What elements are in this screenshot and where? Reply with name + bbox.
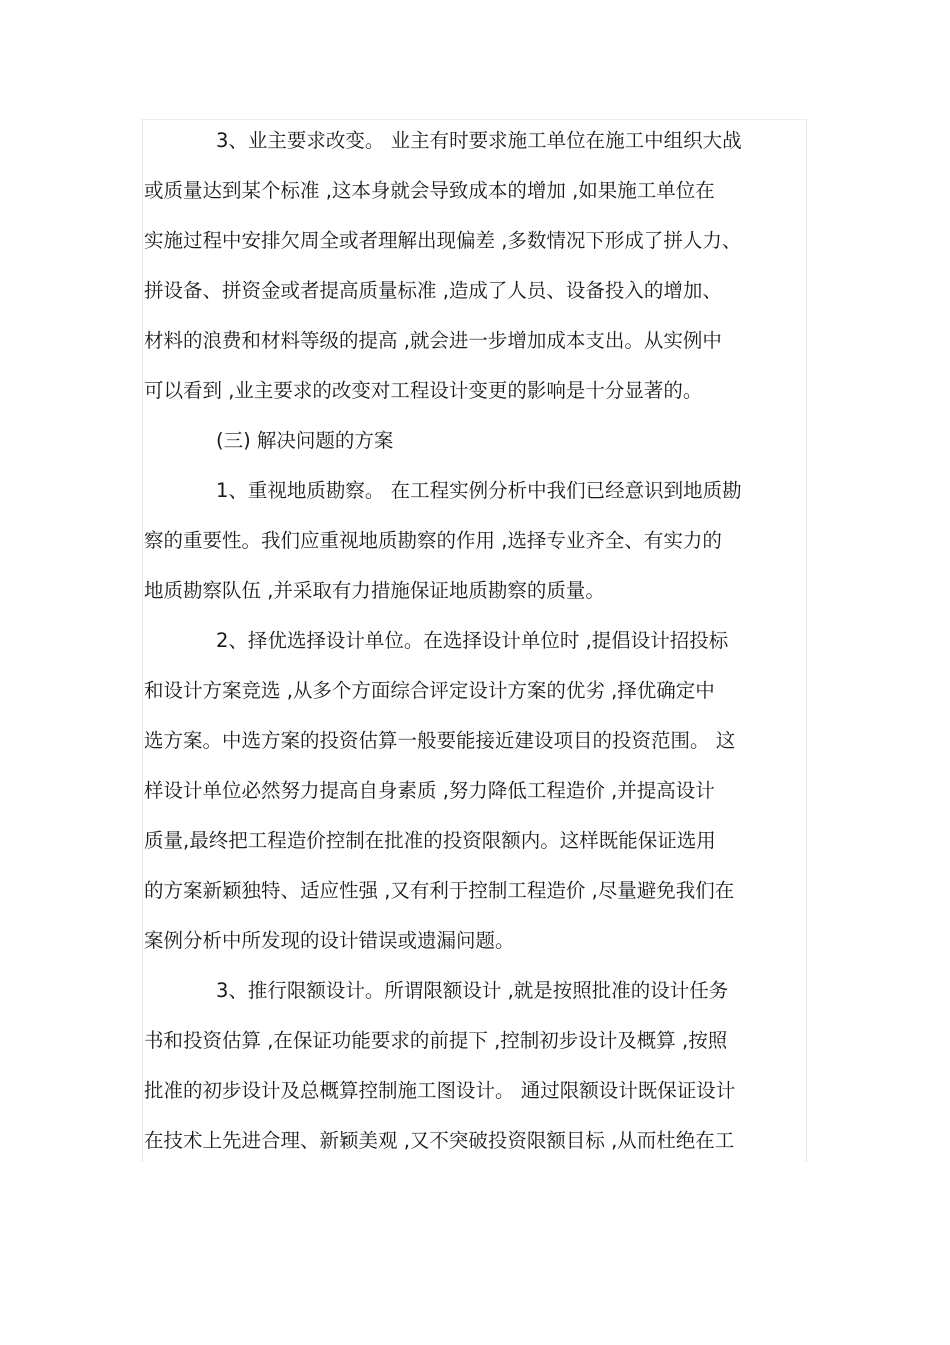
text-line: 察的重要性。我们应重视地质勘察的作用 ,选择专业齐全、有实力的 [144,529,722,552]
text-line: 案例分析中所发现的设计错误或遗漏问题。 [144,929,515,952]
text-line: 在技术上先进合理、新颖美观 ,又不突破投资限额目标 ,从而杜绝在工 [144,1129,735,1152]
text-line: 书和投资估算 ,在保证功能要求的前提下 ,控制初步设计及概算 ,按照 [144,1029,728,1052]
text-line: 样设计单位必然努力提高自身素质 ,努力降低工程造价 ,并提高设计 [144,779,715,802]
text-line: 2、择优选择设计单位。在选择设计单位时 ,提倡设计招投标 [216,629,729,652]
text-line: 材料的浪费和材料等级的提高 ,就会进一步增加成本支出。从实例中 [144,329,722,352]
text-line: 可以看到 ,业主要求的改变对工程设计变更的影响是十分显著的。 [144,379,703,402]
text-line: 选方案。中选方案的投资估算一般要能接近建设项目的投资范围。 这 [144,729,736,752]
document-body [144,116,808,1166]
text-line: 3、推行限额设计。所谓限额设计 ,就是按照批准的设计任务 [216,979,729,1002]
text-line: 的方案新颖独特、适应性强 ,又有利于控制工程造价 ,尽量避免我们在 [144,879,735,902]
text-line: 1、重视地质勘察。 在工程实例分析中我们已经意识到地质勘 [216,479,742,502]
text-line: 和设计方案竞选 ,从多个方面综合评定设计方案的优劣 ,择优确定中 [144,679,715,702]
text-line: 或质量达到某个标准 ,这本身就会导致成本的增加 ,如果施工单位在 [144,179,715,202]
text-line: 3、业主要求改变。 业主有时要求施工单位在施工中组织大战 [216,129,742,152]
text-line: 实施过程中安排欠周全或者理解出现偏差 ,多数情况下形成了拼人力、 [144,229,742,252]
text-line: 地质勘察队伍 ,并采取有力措施保证地质勘察的质量。 [144,579,605,602]
section-heading: (三) 解决问题的方案 [216,429,394,452]
text-line: 拼设备、拼资金或者提高质量标准 ,造成了人员、设备投入的增加、 [144,279,722,302]
text-line: 批准的初步设计及总概算控制施工图设计。 通过限额设计既保证设计 [144,1079,736,1102]
text-line: 质量,最终把工程造价控制在批准的投资限额内。这样既能保证选用 [144,829,716,852]
